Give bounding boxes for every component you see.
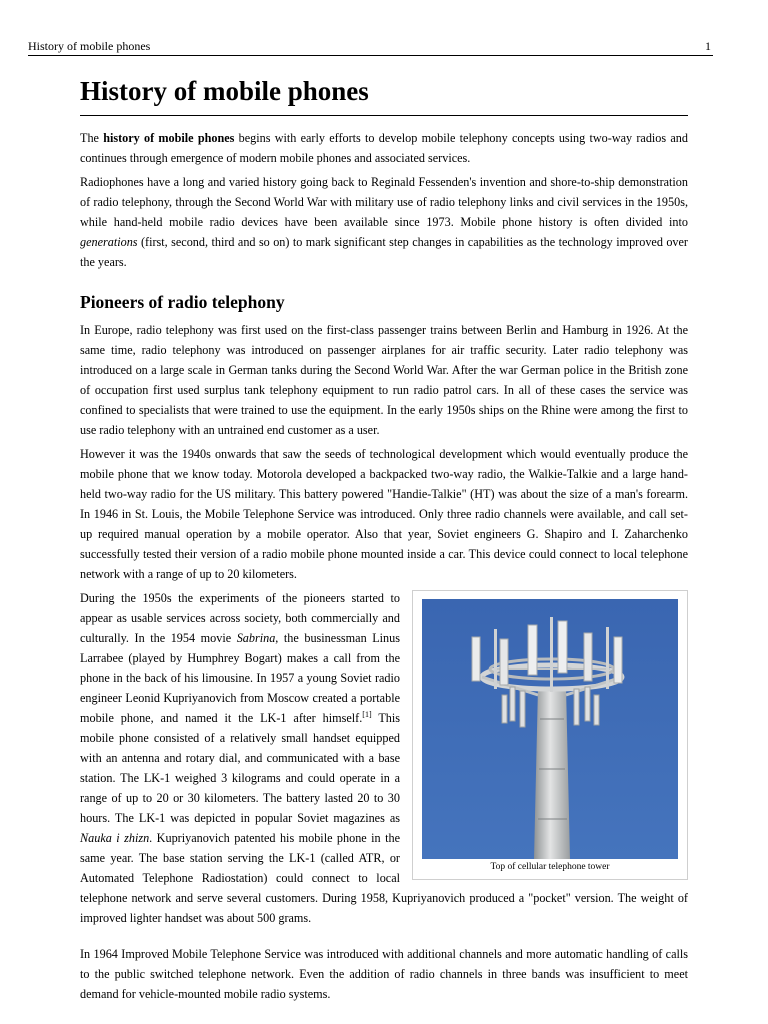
para2-post: (first, second, third and so on) to mark significant step changes in capabilities as the technology improved over the years.: [80, 235, 688, 269]
running-header: [28, 37, 713, 56]
europe-paragraph: In Europe, radio telephony was first used on the first-class passenger trains between Berlin and Hamburg in 1926. At the same time, radio telephony was introduced on passenger airplanes for air traffic security. Later radio telephony was introduced on a large scale in German tanks during the Second World War. After the war German police in the British zone of occupation first used surplus tank telephony equipment to run radio patrol cars. In all of these cases the service was confined to specialists that were trained to use the equipment. In the early 1950s ships on the Rhine were among the first to use radio telephony with an untrained end customer as a user.: [80, 323, 688, 437]
forties-paragraph: However it was the 1940s onwards that saw the seeds of technological development which would eventually produce the mobile phone that we know today. Motorola developed a backpacked two-way radio, the Walkie-Talkie and a large hand-held two-way radio for the US military. This battery powered "Handie-Talkie" (HT) was about the size of a man's forearm. In 1946 in St. Louis, the Mobile Telephone Service was introduced. Only three radio channels were available, and call set-up required manual operation by a mobile operator. Also that year, Soviet engineers G. Shapiro and I. Zaharchenko successfully tested their version of a radio mobile phone mounted inside a car. This device could connect to local telephone network with a range of up to 20 kilometers.: [80, 447, 688, 581]
sixties-paragraph: In 1964 Improved Mobile Telephone Service was introduced with additional channels and more automatic handling of calls to the public switched telephone network. Even the addition of radio channels in three bands was insufficient to meet demand for vehicle-mounted mobile radio systems.: [80, 947, 688, 1001]
tower-figure: [412, 590, 688, 880]
p3-c: This mobile phone consisted of a relatively small handset equipped with an antenna and rotary dial, and communicated with a base station. The LK-1 weighed 3 kilograms and could operate in a range of up to 20 or 30 kilometers. The battery lasted 20 to 30 hours. The LK-1 was depicted in popular Soviet magazines as: [80, 711, 400, 825]
reference-link[interactable]: [1]: [362, 709, 372, 719]
magazine-title[interactable]: Nauka i zhizn: [80, 831, 150, 845]
figure-caption: Top of cellular telephone tower: [490, 862, 610, 872]
section-heading: Pioneers of radio telephony: [80, 292, 285, 312]
figure-wrapper: [80, 588, 688, 928]
intro-pre: The: [80, 131, 104, 145]
article-body: [80, 74, 688, 1004]
para2-pre: Radiophones have a long and varied history going back to Reginald Fessenden's invention and shore-to-ship demonstration of radio telephony, through the Second World War with military use of radio telephony links and civil services in the 1950s, while hand-held mobile radio devices have been available since 1973. Mobile phone history is often divided into: [80, 175, 688, 229]
intro-post: begins with early efforts to develop mobile telephony concepts using two-way radios and continues through emergence of modern mobile phones and associated services.: [80, 131, 688, 165]
sabrina-title[interactable]: Sabrina: [236, 631, 276, 645]
generations-link[interactable]: generations: [80, 235, 138, 249]
page-number: 1: [705, 39, 711, 53]
intro-paragraph: [80, 128, 688, 168]
second-paragraph: [80, 172, 688, 272]
cell-tower-image[interactable]: [422, 599, 678, 859]
running-header-title: History of mobile phones: [28, 39, 151, 53]
p3-a: During the 1950s the experiments of the pioneers started to appear as usable services across society, both commercially and culturally. In the 1954 movie: [80, 591, 400, 645]
page-title: History of mobile phones: [80, 74, 688, 116]
intro-bold: history of mobile phones: [103, 131, 235, 145]
p3-b: , the businessman Linus Larrabee (played by Humphrey Bogart) makes a call from the phone in the back of his limousine. In 1957 a young Soviet radio engineer Leonid Kupriyanovich from Moscow created a portable mobile phone, and named it the LK-1 after himself.: [80, 631, 400, 725]
p3-d: . Kupriyanovich patented his mobile phone in the same year. The base station serving the LK-1 (called ATR, or Automated Telephone Radiostation) could connect to local telephone network and serve several customers. During 1958, Kupriyanovich produced a "pocket" version. The weight of improved lighter handset was about 500 grams.: [80, 831, 688, 925]
